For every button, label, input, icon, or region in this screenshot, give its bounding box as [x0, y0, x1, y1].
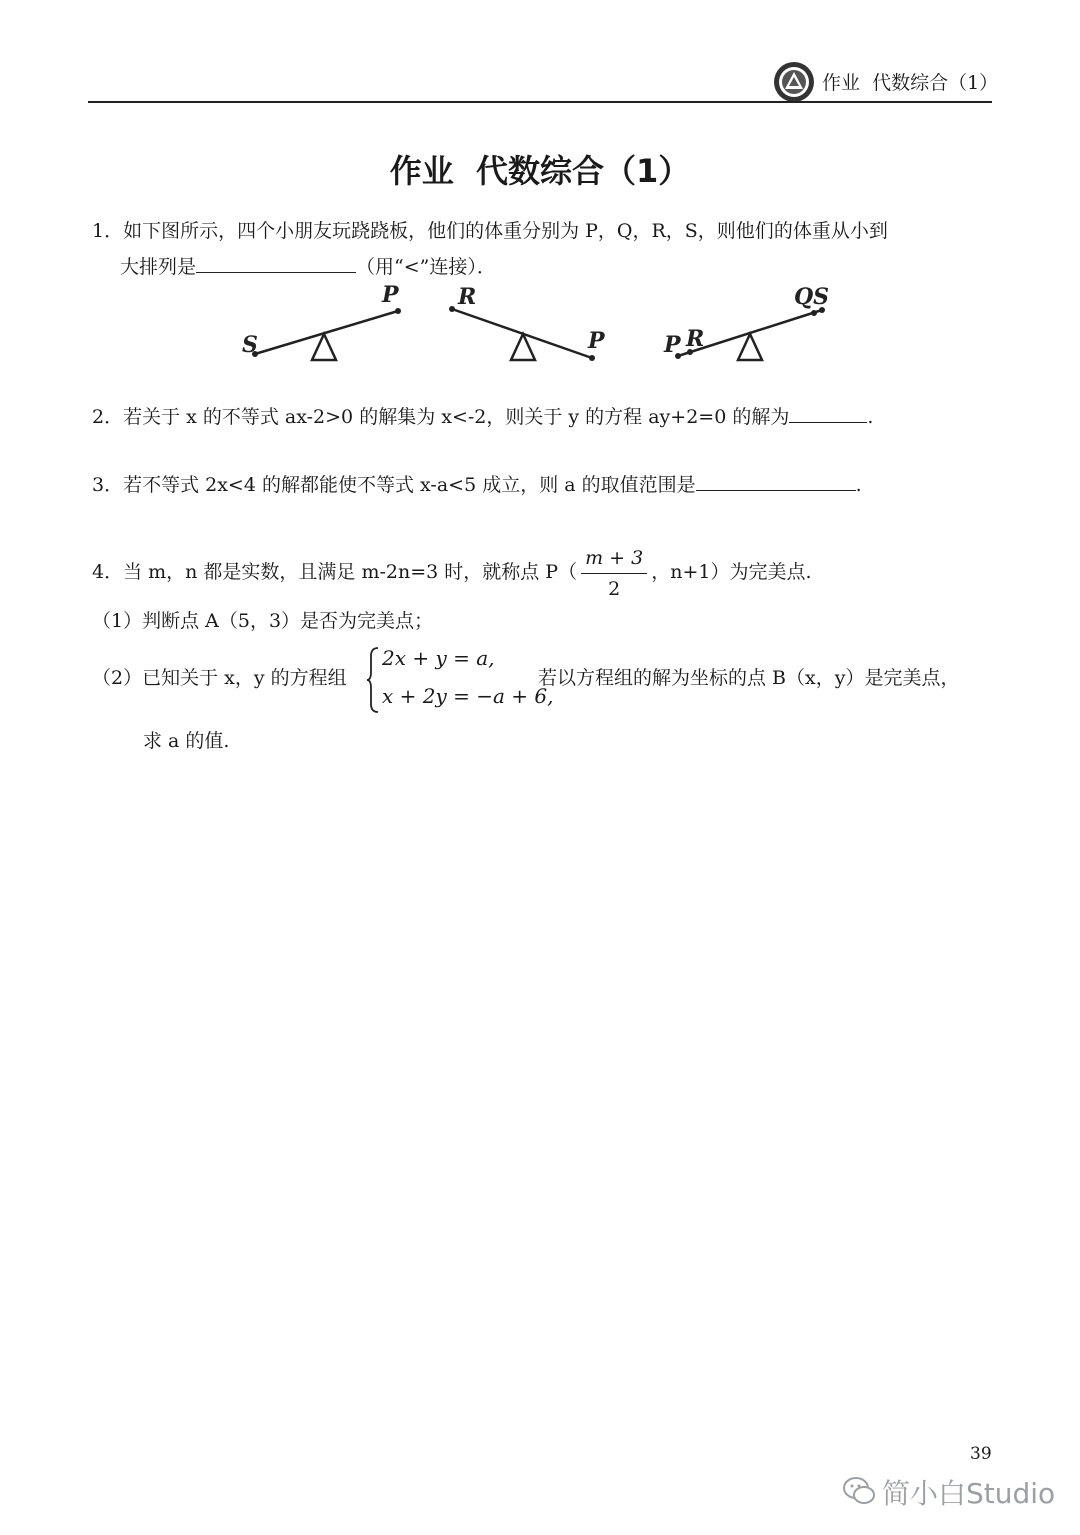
page-title: 作业 代数综合（1）	[389, 152, 691, 190]
q4-suffix: ，n+1）为完美点.	[651, 561, 812, 583]
q3-answer-blank[interactable]	[696, 472, 856, 491]
q4-text	[92, 542, 812, 602]
q4-prefix: 4．当 m，n 都是实数，且满足 m-2n=3 时，就称点 P（	[92, 561, 578, 583]
seesaw-1-fulcrum	[312, 334, 336, 360]
wechat-icon	[842, 1474, 876, 1508]
q3-suffix: .	[855, 474, 862, 496]
q4-sub1: （1）判断点 A（5，3）是否为完美点；	[92, 610, 434, 632]
header-title: 作业 代数综合（1）	[822, 72, 999, 94]
q1-line2	[120, 254, 496, 280]
page-number: 39	[970, 1444, 992, 1464]
q1-line1: 1．如下图所示，四个小朋友玩跷跷板，他们的体重分别为 P，Q，R，S，则他们的体重从小到	[92, 220, 888, 242]
label-r-1: R	[458, 284, 477, 310]
q4-fraction	[581, 545, 647, 602]
q2-text	[92, 404, 873, 430]
q2-suffix: .	[867, 406, 874, 428]
brace-icon	[366, 646, 380, 714]
q4-sub2-ask: 求 a 的值.	[143, 730, 230, 752]
equation-1: 2x + y = a,	[382, 646, 495, 670]
q3-prefix: 3．若不等式 2x<4 的解都能使不等式 x-a<5 成立，则 a 的取值范围是	[92, 474, 696, 496]
q4-sub2-suffix: 若以方程组的解为坐标的点 B（x，y）是完美点，	[538, 667, 960, 689]
seesaw-3-fulcrum	[738, 334, 762, 360]
q2-prefix: 2．若关于 x 的不等式 ax-2>0 的解集为 x<-2，则关于 y 的方程 ay+2=0 的解为	[92, 406, 790, 428]
q2-answer-blank[interactable]	[789, 404, 867, 423]
q1-line2-prefix: 大排列是	[120, 256, 197, 278]
q3-text	[92, 472, 862, 498]
equation-2: x + 2y = −a + 6,	[382, 684, 554, 708]
fraction-numerator: m + 3	[581, 545, 647, 574]
q1-answer-blank[interactable]	[196, 254, 356, 273]
q1-line2-suffix: （用“<”连接）．	[356, 256, 496, 278]
label-r-3: R	[686, 326, 705, 352]
label-p-3: P	[664, 332, 681, 358]
label-qs: QS	[794, 284, 830, 310]
watermark-text: 简小白Studio	[882, 1477, 1056, 1510]
label-p-2: P	[588, 328, 605, 354]
seesaw-figure	[220, 282, 860, 372]
header-divider	[88, 101, 992, 103]
label-p-1: P	[382, 282, 399, 308]
q4-sub2-prefix: （2）已知关于 x，y 的方程组	[92, 667, 347, 689]
label-s: S	[242, 332, 258, 358]
publisher-logo-icon	[772, 60, 816, 104]
fraction-denominator: 2	[608, 577, 621, 600]
